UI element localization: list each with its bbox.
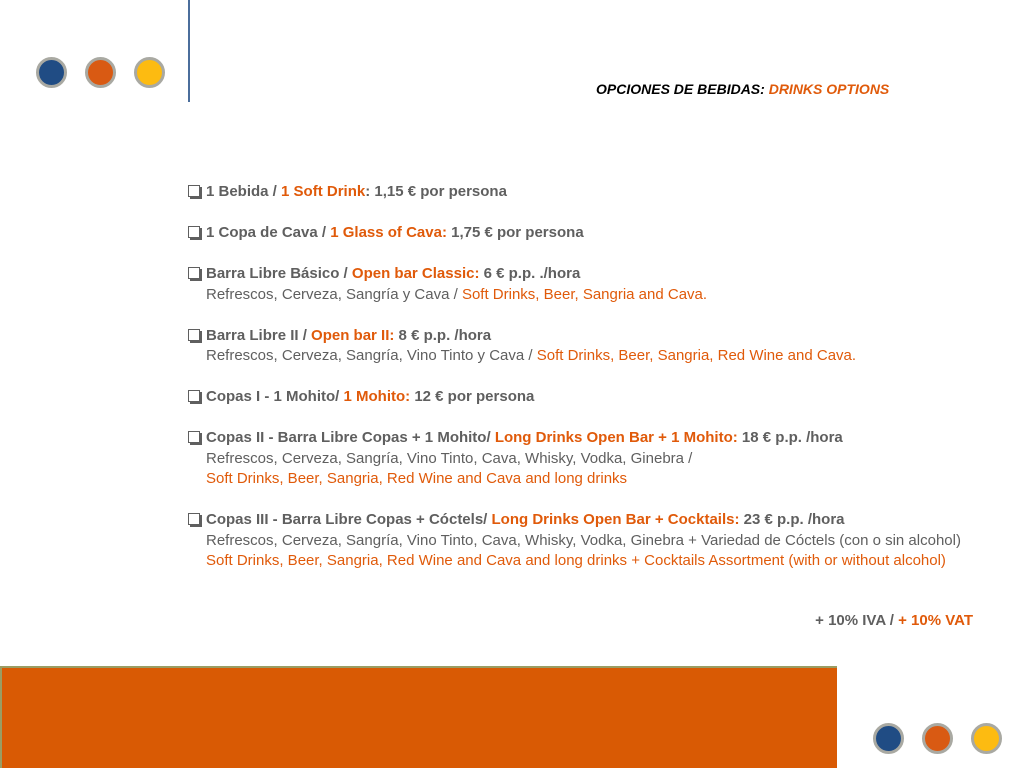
item-es: Barra Libre II /	[206, 326, 312, 344]
item-es: Copas III - Barra Libre Copas + Cóctels/	[206, 511, 492, 528]
desc-es: Refrescos, Cerveza, Sangría, Vino Tinto, Cava, Whisky, Vodka, Ginebra + Variedad de Cóctels (con o sin alcohol)	[206, 531, 961, 549]
list-item	[188, 428, 1008, 490]
item-price: 23 € p.p. /hora	[739, 511, 845, 528]
checkbox-bullet-icon	[188, 431, 200, 443]
item-heading	[188, 387, 1008, 408]
item-description	[188, 346, 1008, 367]
desc-es: Refrescos, Cerveza, Sangría, Vino Tinto, Cava, Whisky, Vodka, Ginebra /	[206, 449, 693, 467]
orange-dot-icon	[85, 57, 116, 88]
list-item	[188, 510, 1008, 572]
item-heading	[188, 510, 1008, 531]
list-item	[188, 326, 1008, 367]
orange-dot-icon	[922, 723, 953, 754]
item-price: 8 € p.p. /hora	[394, 326, 492, 344]
list-item	[188, 387, 1008, 408]
item-en: Long Drinks Open Bar + Cocktails:	[491, 511, 740, 528]
title-en: DRINKS OPTIONS	[768, 81, 890, 97]
item-price: 6 € p.p. ./hora	[479, 265, 581, 282]
yellow-dot-icon	[134, 57, 165, 88]
desc-en: Soft Drinks, Beer, Sangria, Red Wine and Cava and long drinks + Cocktails Assortment (with or without alcohol)	[206, 552, 946, 569]
item-heading	[188, 428, 1008, 449]
item-en: 1 Mohito:	[343, 388, 411, 405]
item-en: Open bar II:	[311, 326, 395, 344]
title-es: OPCIONES DE BEBIDAS:	[596, 81, 765, 97]
checkbox-bullet-icon	[188, 390, 200, 402]
item-es: Copas II - Barra Libre Copas + 1 Mohito/	[206, 429, 495, 446]
checkbox-bullet-icon	[188, 267, 200, 279]
checkbox-bullet-icon	[188, 329, 200, 341]
item-es: Copas I - 1 Mohito/	[206, 388, 344, 405]
item-es: Barra Libre Básico /	[206, 265, 352, 282]
item-price: 18 € p.p. /hora	[737, 429, 843, 446]
item-price: 1,75 € por persona	[446, 224, 584, 241]
desc-en: Soft Drinks, Beer, Sangria, Red Wine and Cava.	[536, 347, 857, 364]
desc-en: Soft Drinks, Beer, Sangria, Red Wine and Cava and long drinks	[206, 470, 628, 487]
list-item	[188, 223, 1008, 244]
list-item	[188, 182, 1008, 203]
footer-band	[0, 666, 837, 768]
item-heading	[188, 182, 1008, 203]
drinks-list	[188, 182, 1008, 572]
item-es: 1 Bebida /	[206, 183, 282, 200]
item-en: 1 Glass of Cava:	[330, 224, 447, 241]
blue-dot-icon	[873, 723, 904, 754]
item-en: Open bar Classic:	[351, 265, 480, 282]
desc-es: Refrescos, Cerveza, Sangría, Vino Tinto y Cava /	[206, 347, 537, 364]
page-title	[596, 81, 889, 97]
list-item	[188, 264, 1008, 305]
desc-es: Refrescos, Cerveza, Sangría y Cava /	[206, 285, 462, 303]
item-heading	[188, 264, 1008, 285]
vertical-divider	[188, 0, 190, 102]
checkbox-bullet-icon	[188, 185, 200, 197]
yellow-dot-icon	[971, 723, 1002, 754]
item-es: 1 Copa de Cava /	[206, 224, 331, 241]
vat-en: + 10% VAT	[898, 612, 973, 629]
item-price: 12 € por persona	[410, 388, 535, 405]
vat-note	[815, 612, 973, 629]
item-price: : 1,15 € por persona	[365, 183, 507, 200]
item-heading	[188, 223, 1008, 244]
vat-es: + 10% IVA /	[815, 612, 899, 629]
item-description	[188, 285, 1008, 306]
checkbox-bullet-icon	[188, 513, 200, 525]
checkbox-bullet-icon	[188, 226, 200, 238]
desc-en: Soft Drinks, Beer, Sangria and Cava.	[461, 285, 708, 303]
blue-dot-icon	[36, 57, 67, 88]
item-en: 1 Soft Drink	[281, 183, 366, 200]
item-heading	[188, 326, 1008, 347]
item-en: Long Drinks Open Bar + 1 Mohito:	[494, 429, 738, 446]
